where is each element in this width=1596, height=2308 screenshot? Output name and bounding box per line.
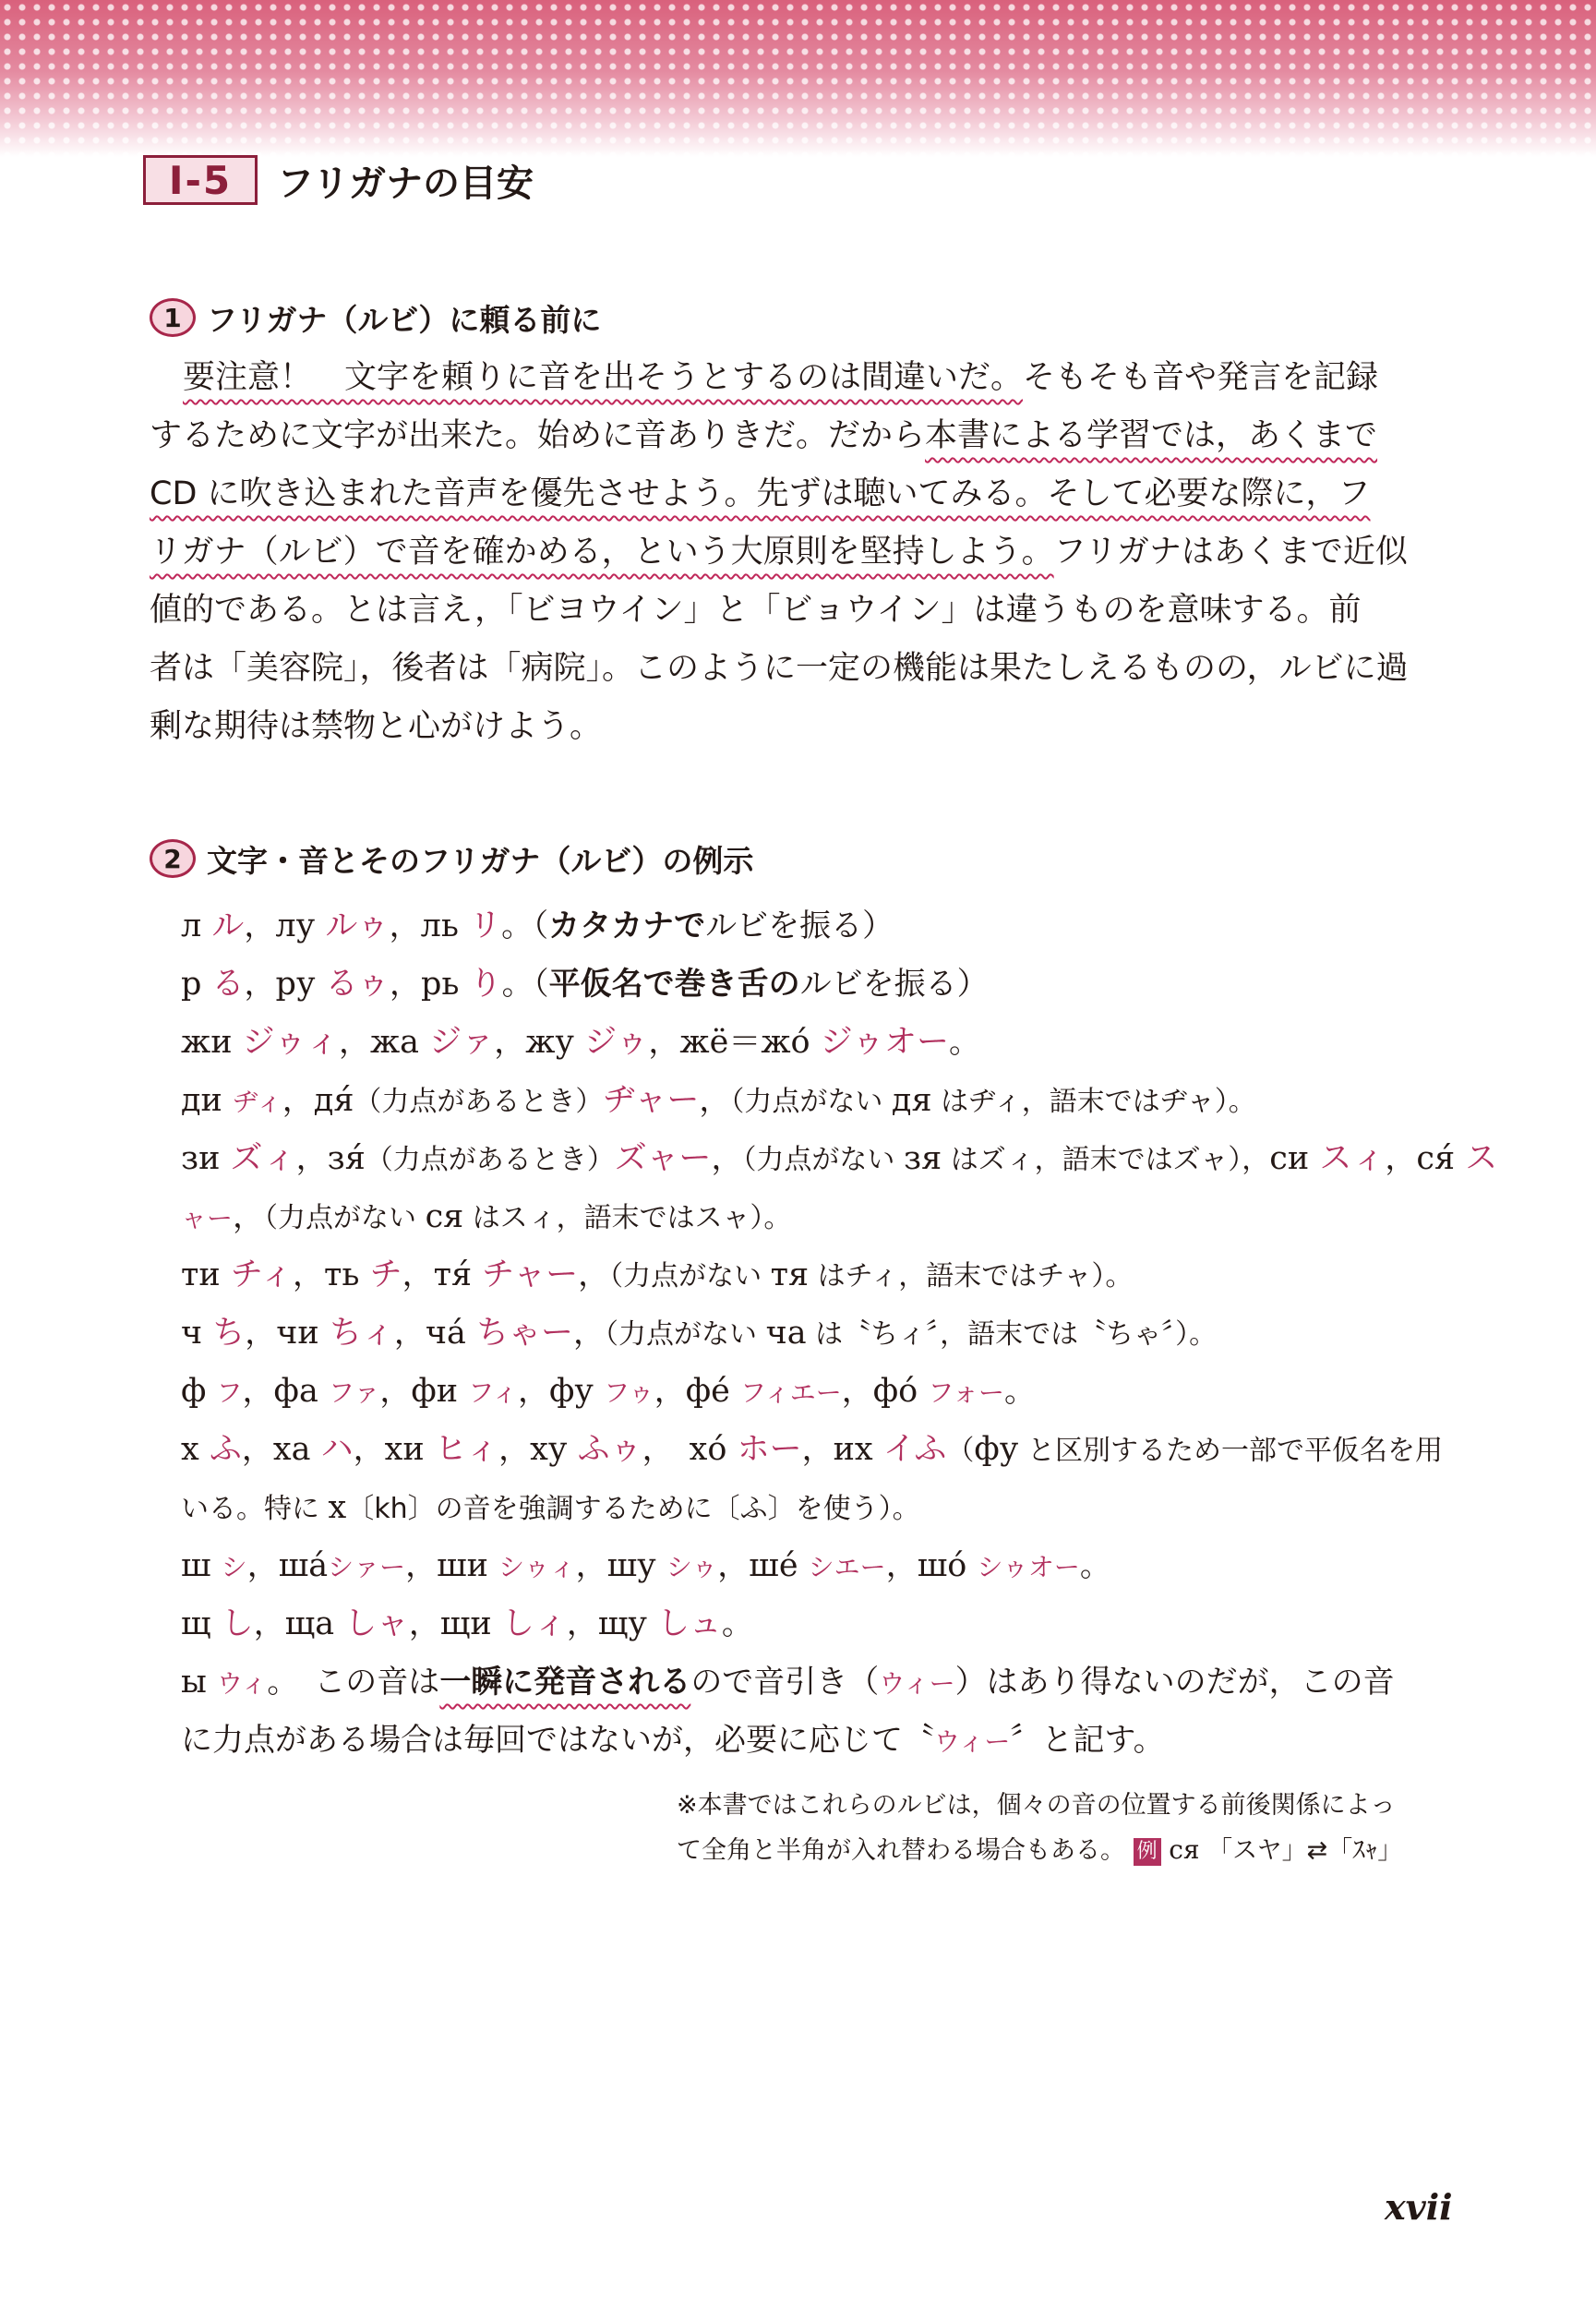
example-text: ， xyxy=(408,1605,440,1642)
example-text: ， xyxy=(717,1547,750,1584)
example-text: ， xyxy=(253,1605,285,1642)
note-text: （力点がない xyxy=(730,1086,892,1118)
example-line xyxy=(181,1304,1455,1363)
russian-letters: рь xyxy=(420,966,470,1003)
note-text: と区別するため一部で平仮名を用 xyxy=(1018,1435,1443,1467)
furigana-small: シゥ xyxy=(666,1552,718,1582)
footnote-example-word: ся xyxy=(1169,1834,1200,1865)
furigana-small: フォー xyxy=(928,1377,1004,1408)
example-line xyxy=(181,1014,1455,1072)
furigana-small: ャー xyxy=(181,1203,234,1233)
example-text: ルビを振る） xyxy=(705,908,894,944)
furigana: チィ xyxy=(230,1256,294,1293)
furigana: る xyxy=(211,966,245,1003)
furigana: ちィ xyxy=(329,1315,394,1352)
example-text: ， xyxy=(699,1082,731,1119)
russian-letters: ть xyxy=(324,1256,370,1293)
russian-letters: жи xyxy=(181,1024,243,1061)
russian-letters: шá xyxy=(278,1547,329,1584)
russian-letters: хó xyxy=(689,1431,738,1468)
example-text: ， xyxy=(566,1605,598,1642)
example-text: ， xyxy=(711,1140,743,1177)
example-text: ， xyxy=(353,1431,385,1468)
russian-letters: жё＝жó xyxy=(679,1024,821,1061)
russian-letters: чá xyxy=(425,1315,477,1352)
emphasis-text: 要注意！ 文字を頼りに音を出そうとするのは間違いだ。 xyxy=(183,359,1024,396)
russian-letters: жу xyxy=(525,1024,585,1061)
russian-letters: зи xyxy=(181,1140,231,1177)
furigana: り xyxy=(469,966,502,1003)
russian-letters: фé xyxy=(685,1373,740,1410)
furigana: ヒィ xyxy=(434,1431,499,1468)
furigana: しィ xyxy=(501,1605,567,1642)
furigana: チャー xyxy=(482,1256,579,1293)
paragraph-line xyxy=(150,698,1451,756)
example-line xyxy=(181,956,1455,1014)
example-line xyxy=(181,1246,1455,1304)
russian-letters: шé xyxy=(749,1547,809,1584)
furigana: ちゃー xyxy=(476,1315,574,1352)
paragraph-text: 者は「美容院」，後者は「病院」。このように一定の機能は果たしえるものの，ルビに過 xyxy=(150,650,1409,687)
note-text: 〔kh〕の音を強調するために〔ふ〕を使う）。 xyxy=(346,1493,920,1525)
russian-letters: шó xyxy=(917,1547,978,1584)
subsection-1-title: フリガナ（ルビ）に頼る前に xyxy=(207,301,602,338)
furigana: るゥ xyxy=(325,966,390,1003)
russian-letters: лу xyxy=(275,908,326,944)
furigana: ス xyxy=(1465,1140,1498,1177)
note-text: いる。特に xyxy=(181,1493,329,1525)
example-text: ， xyxy=(1385,1140,1417,1177)
russian-letters: чи xyxy=(276,1315,330,1352)
furigana: ジゥィ xyxy=(242,1024,339,1061)
furigana: ジゥ xyxy=(584,1024,649,1061)
note-text: （力点がない xyxy=(264,1202,426,1234)
emphasis-text: リガナ（ルビ）で音を確かめる，という大原則を堅持しよう。 xyxy=(150,534,1054,571)
furigana: ハ xyxy=(320,1431,354,1468)
russian-letters: ди xyxy=(181,1082,234,1119)
example-line xyxy=(181,1537,1455,1595)
furigana: チ xyxy=(369,1256,402,1293)
example-text: に力点がある場合は毎回ではないが，必要に応じて〝 xyxy=(181,1722,934,1759)
paragraph-line xyxy=(150,349,1451,407)
paragraph-text: そもそも音や発言を記録 xyxy=(1023,359,1379,396)
note-text: はチィ，語末ではチャ）。 xyxy=(809,1260,1134,1292)
russian-letters: жа xyxy=(369,1024,430,1061)
furigana: ち xyxy=(212,1315,246,1352)
furigana-small: ファ xyxy=(328,1377,380,1408)
furigana-small: ウィー xyxy=(934,1726,1011,1757)
furigana-small: ヂィ xyxy=(233,1087,282,1117)
russian-letters: ся xyxy=(425,1198,464,1235)
note-text: （力点があるとき） xyxy=(354,1086,604,1118)
example-line xyxy=(181,1653,1455,1712)
example-text: ， xyxy=(379,1373,412,1410)
russian-letters: тя xyxy=(770,1256,810,1293)
furigana: ジゥオー xyxy=(820,1024,950,1061)
note-text: はズィ，語末ではズャ）， xyxy=(942,1144,1270,1176)
example-line xyxy=(181,1130,1498,1188)
furigana: ジァ xyxy=(429,1024,495,1061)
example-text: ， xyxy=(578,1256,610,1293)
paragraph-text: フリガナはあくまで近似 xyxy=(1053,534,1408,571)
example-line xyxy=(181,897,1455,956)
russian-letters: ши xyxy=(437,1547,499,1584)
example-text: ， xyxy=(498,1431,531,1468)
furigana: ズィ xyxy=(230,1140,296,1177)
furigana-small: シエー xyxy=(808,1552,886,1582)
emphasis-text: 本書による学習では，あくまで xyxy=(925,417,1378,454)
example-text: ， xyxy=(494,1024,526,1061)
example-text: ので音引き（ xyxy=(690,1664,880,1701)
example-text: ， xyxy=(245,1315,277,1352)
decorative-header-band xyxy=(0,0,1596,157)
russian-letters: ш xyxy=(181,1547,222,1584)
note-text: （力点がない xyxy=(609,1260,771,1292)
russian-letters: ч xyxy=(181,1315,213,1352)
russian-letters: зя́ xyxy=(327,1140,366,1177)
russian-letters: ча xyxy=(765,1315,807,1352)
example-text: 。 xyxy=(1003,1373,1036,1410)
paragraph-line xyxy=(150,407,1451,465)
example-line xyxy=(181,1712,1455,1770)
russian-letters: фа xyxy=(273,1373,329,1410)
furigana: し xyxy=(221,1605,254,1642)
example-text: ， xyxy=(801,1431,834,1468)
emphasis-text: CD に吹き込まれた音声を優先させよう。先ずは聴いてみる。そして必要な際に，フ xyxy=(150,475,1371,512)
paragraph-line xyxy=(150,582,1451,640)
bold-text: カタカナで xyxy=(548,908,706,944)
furigana: しュ xyxy=(657,1605,722,1642)
footnote-line-1: ※本書ではこれらのルビは，個々の音の位置する前後関係によっ xyxy=(677,1791,1396,1820)
furigana-small: ウィ xyxy=(216,1668,268,1699)
furigana: ホー xyxy=(737,1431,802,1468)
subsection-1-heading xyxy=(150,294,601,342)
example-text: ， xyxy=(642,1431,690,1468)
example-text: ， xyxy=(242,1373,274,1410)
example-text: ， xyxy=(389,908,421,944)
example-line xyxy=(181,1595,1455,1653)
furigana: しャ xyxy=(344,1605,409,1642)
section-title: フリガナの目安 xyxy=(277,162,534,205)
russian-letters: фó xyxy=(872,1373,929,1410)
russian-letters: ру xyxy=(275,966,326,1003)
example-text: ， xyxy=(841,1373,873,1410)
example-text: 。 この音は xyxy=(267,1664,440,1701)
example-line xyxy=(181,1363,1455,1421)
note-text: （力点がない xyxy=(605,1318,766,1351)
russian-letters: х xyxy=(328,1489,347,1526)
example-line xyxy=(181,1479,1455,1537)
note-text: （力点があるとき） xyxy=(365,1144,615,1176)
example-line xyxy=(181,1421,1455,1479)
example-text: ， xyxy=(518,1373,550,1410)
example-text: ， xyxy=(654,1373,686,1410)
example-text: 。（ xyxy=(501,966,549,1003)
example-text: ， xyxy=(246,1547,279,1584)
paragraph-line xyxy=(150,640,1451,698)
russian-letters: хи xyxy=(384,1431,435,1468)
furigana-small: フィ xyxy=(468,1377,519,1408)
example-text: ， xyxy=(575,1547,607,1584)
paragraph-text: 値的である。とは言え，「ビヨウイン」と「ビョウイン」は違うものを意味する。前 xyxy=(150,592,1362,629)
note-text: （ xyxy=(946,1435,975,1467)
furigana-small: フ xyxy=(216,1377,243,1408)
furigana-small: フィエー xyxy=(739,1377,842,1408)
russian-letters: ы xyxy=(181,1664,217,1701)
russian-letters: ль xyxy=(420,908,470,944)
note-text: は〝ちィ〞，語末では〝ちゃ〞）。 xyxy=(806,1318,1218,1351)
example-line xyxy=(181,1188,1455,1246)
example-text: ， xyxy=(389,966,421,1003)
russian-letters: си xyxy=(1269,1140,1320,1177)
example-text: ， xyxy=(295,1140,328,1177)
furigana: スィ xyxy=(1319,1140,1386,1177)
note-text: （力点がない xyxy=(742,1144,904,1176)
russian-letters: дя́ xyxy=(313,1082,354,1119)
russian-letters: ща xyxy=(284,1605,345,1642)
example-text: ， xyxy=(648,1024,680,1061)
furigana: ふ xyxy=(209,1431,242,1468)
example-text: ， xyxy=(573,1315,606,1352)
furigana-small: シゥオー xyxy=(977,1552,1080,1582)
paragraph-text: するために文字が出来た。始めに音ありきだ。だから xyxy=(150,417,926,454)
subsection-2-heading xyxy=(150,835,753,883)
russian-letters: л xyxy=(181,908,212,944)
subsection-1-number: 1 xyxy=(150,298,196,337)
section-number-badge: I-5 xyxy=(143,155,258,205)
russian-letters: х xyxy=(181,1431,210,1468)
paragraph-line xyxy=(150,523,1451,582)
example-text: ， xyxy=(393,1315,426,1352)
example-text: ， xyxy=(244,908,276,944)
furigana-small: シ xyxy=(221,1552,247,1582)
example-text: ， xyxy=(233,1198,265,1235)
russian-letters: шу xyxy=(606,1547,666,1584)
russian-letters: их xyxy=(833,1431,883,1468)
subsection-2-title: 文字・音とそのフリガナ（ルビ）の例示 xyxy=(207,842,754,879)
russian-letters: ти xyxy=(181,1256,231,1293)
furigana: ル xyxy=(211,908,245,944)
example-text: 。 xyxy=(721,1605,753,1642)
russian-letters: фу xyxy=(549,1373,605,1410)
example-text: ， xyxy=(244,966,276,1003)
example-text: 。（ xyxy=(501,908,549,944)
example-text: 。 xyxy=(1079,1547,1111,1584)
subsection-2-number: 2 xyxy=(150,839,196,878)
furigana: ヂャー xyxy=(603,1082,700,1119)
russian-letters: зя xyxy=(903,1140,942,1177)
bold-text: 平仮名で巻き舌の xyxy=(548,966,800,1003)
example-text: ， xyxy=(402,1256,434,1293)
footnote xyxy=(677,1784,1470,1872)
paragraph-text: 剰な期待は禁物と心がけよう。 xyxy=(150,708,603,745)
footnote-example-forms: 「スヤ」⇄「ｽｬ」 xyxy=(1207,1836,1403,1865)
furigana-small: フゥ xyxy=(604,1377,654,1408)
footnote-line-2 xyxy=(677,1828,1470,1872)
russian-letters: щу xyxy=(597,1605,658,1642)
russian-letters: фу xyxy=(974,1431,1019,1468)
example-text: ， xyxy=(293,1256,325,1293)
furigana: リ xyxy=(469,908,502,944)
example-text: ルビを振る） xyxy=(799,966,989,1003)
example-text: 〞と記す。 xyxy=(1010,1722,1165,1759)
furigana-examples-list xyxy=(181,897,1498,1770)
page-number: xvii xyxy=(1385,2186,1453,2228)
russian-letters: щ xyxy=(181,1605,222,1642)
russian-letters: ха xyxy=(272,1431,321,1468)
intro-paragraph xyxy=(150,349,1451,756)
example-text: ， xyxy=(405,1547,438,1584)
example-text: ， xyxy=(338,1024,370,1061)
russian-letters: ся́ xyxy=(1416,1140,1466,1177)
russian-letters: ф xyxy=(181,1373,217,1410)
furigana: ふゥ xyxy=(577,1431,642,1468)
paragraph-line xyxy=(150,465,1451,523)
note-text: はスィ，語末ではスャ）。 xyxy=(463,1202,792,1234)
example-line xyxy=(181,1072,1455,1130)
russian-letters: тя́ xyxy=(433,1256,483,1293)
russian-letters: р xyxy=(181,966,212,1003)
furigana: ズャー xyxy=(614,1140,712,1177)
example-text: 。 xyxy=(949,1024,981,1061)
furigana-small: シァー xyxy=(328,1552,406,1582)
russian-letters: фи xyxy=(411,1373,469,1410)
example-text: ， xyxy=(282,1082,314,1119)
footnote-line-2-text: て全角と半角が入れ替わる場合もある。 xyxy=(677,1836,1125,1865)
russian-letters: щи xyxy=(439,1605,502,1642)
note-text: はヂィ，語末ではヂャ）。 xyxy=(931,1086,1256,1118)
furigana-small: ウィー xyxy=(879,1668,955,1699)
example-text: ， xyxy=(885,1547,918,1584)
emphasis-bold-text: 一瞬に発音される xyxy=(439,1664,691,1701)
example-text: ）はあり得ないのだが，この音 xyxy=(954,1664,1395,1701)
russian-letters: дя xyxy=(891,1082,932,1119)
example-marker-icon: 例 xyxy=(1134,1838,1161,1866)
example-text: ， xyxy=(241,1431,273,1468)
furigana-small: シゥィ xyxy=(498,1552,576,1582)
furigana: イふ xyxy=(882,1431,947,1468)
russian-letters: ху xyxy=(530,1431,578,1468)
furigana: ルゥ xyxy=(325,908,390,944)
